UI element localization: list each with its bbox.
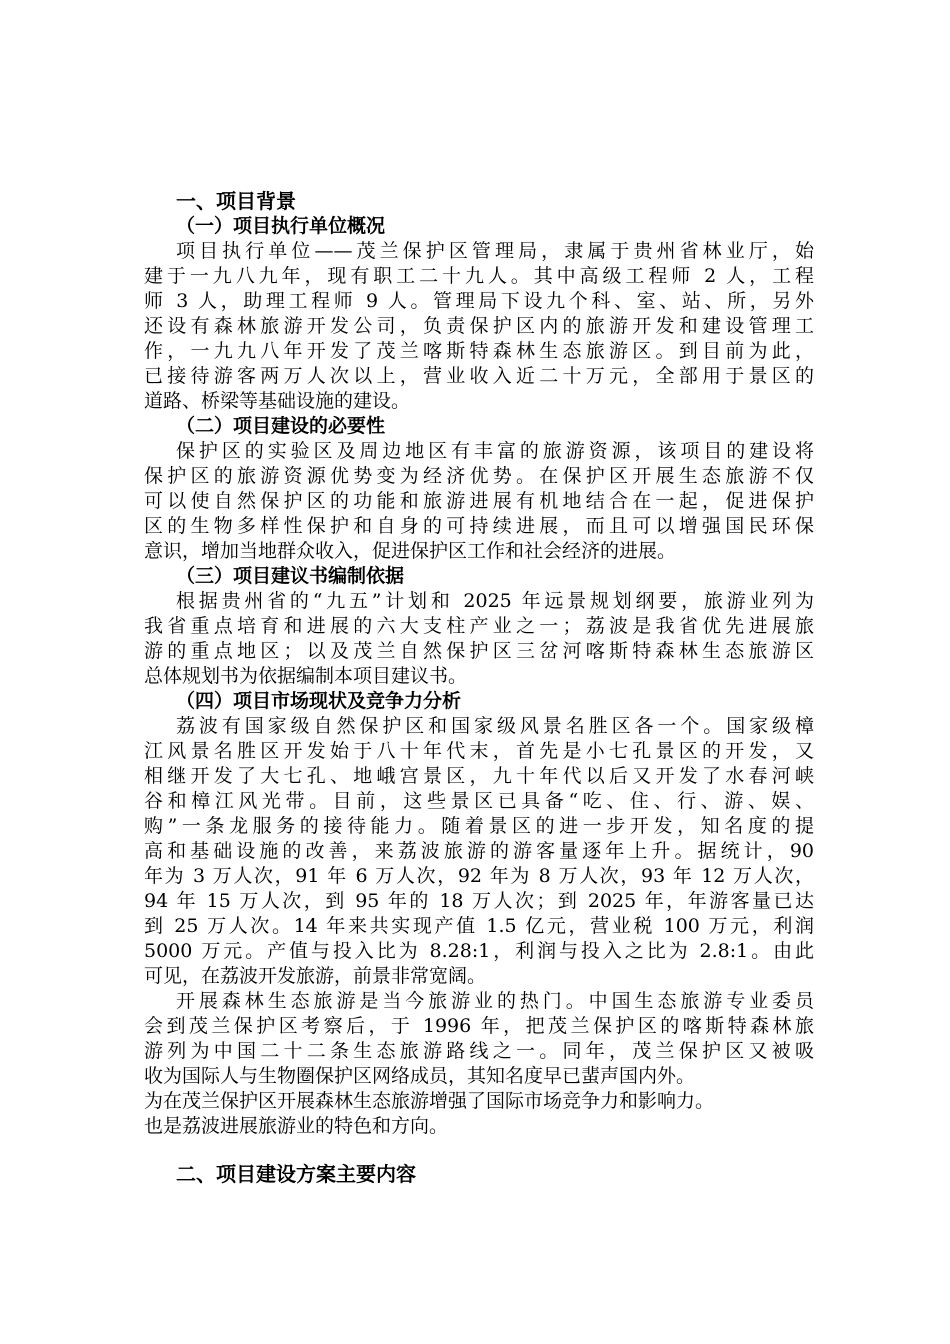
text-line: 总体规划书为依据编制本项目建议书。 [144, 665, 468, 687]
text-line: 游列为中国二十二条生态旅游路线之一。同年，茂兰保护区又被吸 [144, 1040, 814, 1062]
text-line: 为在茂兰保护区开展森林生态旅游增强了国际市场竞争力和影响力。 [144, 1090, 715, 1112]
paragraph-eco-tourism [144, 989, 814, 1139]
text-line: 师 3 人，助理工程师 9 人。管理局下设九个科、室、站、所，另外 [144, 290, 814, 312]
text-line: 保护区的旅游资源优势变为经济优势。在保护区开展生态旅游不仅 [144, 465, 814, 487]
text-line: 还设有森林旅游开发公司，负责保护区内的旅游开发和建设管理工 [144, 315, 814, 337]
text-line: 我省重点培育和进展的六大支柱产业之一；荔波是我省优先进展旅 [144, 615, 814, 637]
text-line: 开展森林生态旅游是当今旅游业的热门。中国生态旅游专业委员 [176, 990, 814, 1012]
text-line: 保护区的实验区及周边地区有丰富的旅游资源，该项目的建设将 [176, 440, 814, 462]
text-line: 高和基础设施的改善，来荔波旅游的游客量逐年上升。据统计，90 [144, 840, 814, 862]
subsection-heading-necessity: （二）项目建设的必要性 [176, 415, 386, 437]
subsection-heading-basis: （三）项目建议书编制依据 [176, 565, 405, 587]
text-line: 可以使自然保护区的功能和旅游进展有机地结合在一起，促进保护 [144, 490, 814, 512]
text-line: 到 25 万人次。14 年来共实现产值 1.5 亿元，营业税 100 万元，利润 [144, 915, 814, 937]
text-line: 江风景名胜区开发始于八十年代末，首先是小七孔景区的开发，又 [144, 740, 814, 762]
section-heading-construction-plan: 二、项目建设方案主要内容 [176, 1162, 416, 1186]
paragraph-market-analysis [144, 714, 814, 989]
paragraph-basis [144, 589, 814, 689]
text-line: 荔波有国家级自然保护区和国家级风景名胜区各一个。国家级樟 [176, 715, 814, 737]
section-spacer [144, 1139, 814, 1161]
text-line: 谷和樟江风光带。目前，这些景区已具备“吃、住、行、游、娱、 [144, 790, 814, 812]
text-line: 年为 3 万人次，91 年 6 万人次，92 年为 8 万人次，93 年 12 万人次， [144, 865, 814, 887]
text-line: 项目执行单位——茂兰保护区管理局，隶属于贵州省林业厅，始 [176, 240, 814, 262]
text-line: 根据贵州省的“九五”计划和 2025 年远景规划纲要，旅游业列为 [176, 590, 814, 612]
text-line: 意识，增加当地群众收入，促进保护区工作和社会经济的进展。 [144, 540, 677, 562]
text-line: 收为国际人与生物圈保护区网络成员，其知名度早已蜚声国内外。 [144, 1065, 696, 1087]
text-line: 可见，在荔波开发旅游，前景非常宽阔。 [144, 965, 487, 987]
text-line: 建于一九八九年，现有职工二十九人。其中高级工程师 2 人，工程 [144, 265, 814, 287]
text-line: 也是荔波进展旅游业的特色和方向。 [144, 1115, 449, 1137]
text-line: 作，一九九八年开发了茂兰喀斯特森林生态旅游区。到目前为此， [144, 340, 814, 362]
subsection-heading-unit-overview: （一）项目执行单位概况 [176, 215, 386, 237]
paragraph-necessity [144, 439, 814, 564]
text-line: 游的重点地区；以及茂兰自然保护区三岔河喀斯特森林生态旅游区 [144, 640, 814, 662]
text-line: 区的生物多样性保护和自身的可持续进展，而且可以增强国民环保 [144, 515, 814, 537]
text-line: 相继开发了大七孔、地峨宫景区，九十年代以后又开发了水春河峡 [144, 765, 814, 787]
text-line: 购”一条龙服务的接待能力。随着景区的进一步开发，知名度的提 [144, 815, 814, 837]
text-line: 已接待游客两万人次以上，营业收入近二十万元，全部用于景区的 [144, 365, 814, 387]
document-page [144, 188, 814, 1187]
paragraph-unit-overview [144, 239, 814, 414]
text-line: 94 年 15 万人次，到 95 年的 18 万人次；到 2025 年，年游客量已达 [144, 890, 814, 912]
text-line: 会到茂兰保护区考察后，于 1996 年，把茂兰保护区的喀斯特森林旅 [144, 1015, 814, 1037]
subsection-heading-market-analysis: （四）项目市场现状及竞争力分析 [176, 690, 462, 712]
text-line: 道路、桥梁等基础设施的建设。 [144, 390, 411, 412]
text-line: 5000 万元。产值与投入比为 8.28:1，利润与投入之比为 2.8:1。由此 [144, 940, 814, 962]
section-heading-background: 一、项目背景 [176, 189, 296, 213]
